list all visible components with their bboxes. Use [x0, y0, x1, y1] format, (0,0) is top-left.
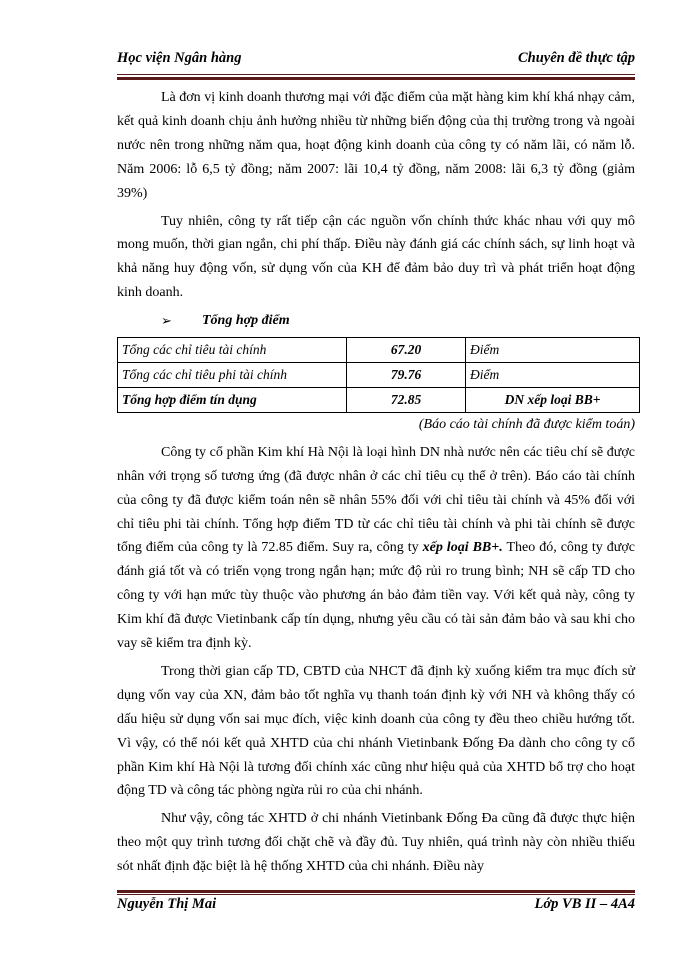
paragraph-1: Là đơn vị kinh doanh thương mại với đặc điểm của mặt hàng kim khí khá nhạy cảm, kết quả kinh doanh chịu ảnh hưởng nhiều từ những biến động của thị trường trong và ngoài nước nên trong những năm qua, hoạt động kinh doanh của công ty có năm lãi, có năm lỗ. Năm 2006: lỗ 6,5 tỷ đồng; năm 2007: lãi 10,4 tỷ đồng, năm 2008: lãi 6,3 tỷ đồng (giảm 39%) — [117, 90, 635, 201]
row-unit: Điểm — [466, 363, 640, 388]
paragraph-3 — [117, 441, 635, 656]
header-report-type: Chuyên đề thực tập — [517, 50, 635, 66]
paragraph-3-emphasis: xếp loại BB+. — [422, 540, 503, 556]
header-rule-thick — [117, 77, 635, 80]
paragraph-3-part-b: Theo đó, công ty được đánh giá tốt và có triển vọng trong ngắn hạn; mức độ rủi ro trung bình; NH sẽ cấp TD cho công ty với hạn mức tùy thuộc vào phương án bảo đảm tiền vay. Với kết quả này, công ty Kim khí đã được Vietinbank cấp tín dụng, nhưng yêu cầu có tài sản đảm bảo và sau khi cho vay sẽ kiểm tra định kỳ. — [117, 540, 635, 652]
document-body — [117, 86, 635, 883]
paragraph-5: Như vậy, công tác XHTD ở chi nhánh Vietinbank Đống Đa cũng đã được thực hiện theo một quy trình tương đối chặt chẽ và đầy đủ. Tuy nhiên, quá trình này còn nhiều thiếu sót nhất định đặc biệt là hệ thống XHTD của chi nhánh. Điều này — [117, 811, 635, 875]
header-rule-thin — [117, 74, 635, 75]
paragraph-4: Trong thời gian cấp TD, CBTD của NHCT đã định kỳ xuống kiểm tra mục đích sử dụng vốn vay của XN, đảm bảo tốt nghĩa vụ thanh toán định kỳ với NH và không thấy có dấu hiệu sử dụng vốn sai mục đích, việc kinh doanh của công ty đều theo chiều hướng tốt. Vì vậy, có thể nói kết quả XHTD của chi nhánh Vietinbank Đống Đa dành cho công ty cổ phần Kim khí Hà Nội là tương đối chính xác cũng như hiệu quả của XHTD bổ trợ cho hoạt động TD và công tác phòng ngừa rủi ro của chi nhánh. — [117, 663, 635, 799]
footer-rule-thin — [117, 894, 635, 895]
page-footer — [117, 896, 635, 920]
row-value: 72.85 — [347, 387, 466, 412]
source-note: (Báo cáo tài chính đã được kiểm toán) — [418, 416, 635, 432]
footer-class: Lớp VB II – 4A4 — [534, 896, 635, 912]
footer-author: Nguyễn Thị Mai — [117, 896, 217, 912]
header-institution: Học viện Ngân hàng — [117, 50, 242, 66]
table-row-total — [118, 387, 640, 412]
paragraph-2: Tuy nhiên, công ty rất tiếp cận các nguồn vốn chính thức khác nhau với quy mô mong muốn, thời gian ngắn, chi phí thấp. Điều này đánh giá các chính sách, sự linh hoạt và khả năng huy động vốn, sử dụng vốn của KH để đảm bảo duy trì và phát triển hoạt động kinh doanh. — [117, 213, 635, 301]
row-value: 79.76 — [347, 363, 466, 388]
paragraph-3-part-a: Công ty cổ phần Kim khí Hà Nội là loại hình DN nhà nước nên các tiêu chí sẽ được nhân với trọng số tương ứng (đã được nhân ở các chỉ tiêu cụ thể ở trên). Báo cáo tài chính của công ty đã được kiểm toán nên sẽ nhân 55% đối với chỉ tiêu tài chính và 45% đối với chỉ tiêu phi tài chính. Tổng hợp điểm TD từ các chỉ tiêu tài chính và phi tài chính sẽ được tổng điểm của công ty là 72.85 điểm. Suy ra, công ty — [117, 444, 635, 556]
section-heading — [117, 309, 635, 333]
row-label: Tổng hợp điểm tín dụng — [118, 387, 347, 412]
table-row — [118, 338, 640, 363]
page-header — [117, 50, 635, 74]
row-unit: Điểm — [466, 338, 640, 363]
table-row — [118, 363, 640, 388]
section-title: Tổng hợp điểm — [202, 313, 290, 329]
row-label: Tổng các chỉ tiêu tài chính — [118, 338, 347, 363]
score-table — [117, 337, 640, 413]
row-value: 67.20 — [347, 338, 466, 363]
row-unit: DN xếp loại BB+ — [466, 387, 640, 412]
arrow-bullet-icon: ➢ — [161, 313, 172, 329]
row-label: Tổng các chỉ tiêu phi tài chính — [118, 363, 347, 388]
footer-rule-thick — [117, 890, 635, 893]
